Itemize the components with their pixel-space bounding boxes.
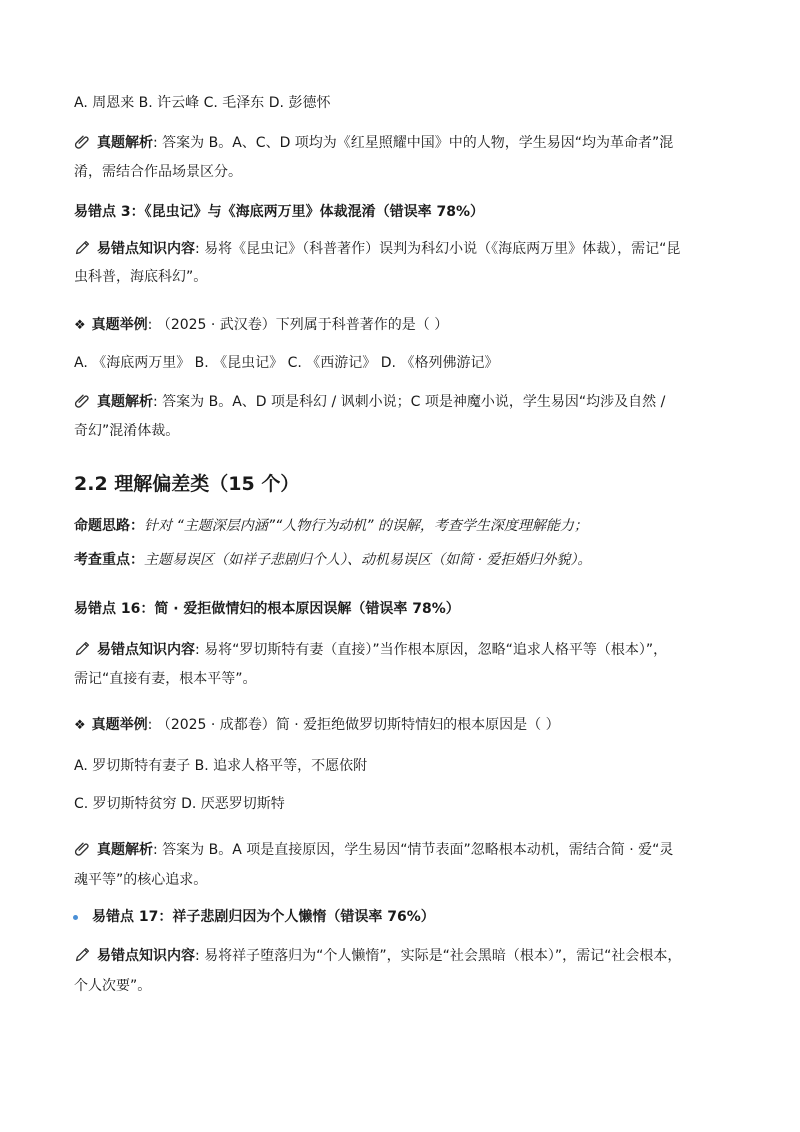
knowledge-line (74, 640, 740, 660)
section-heading: 2.2 理解偏差类（15 个） (74, 473, 300, 495)
knowledge-line-2: 虫科普，海底科幻”。 (74, 269, 208, 285)
knowledge-label: 易错点知识内容 (97, 948, 195, 964)
analysis-text: : 答案为 B。A、D 项是科幻 / 讽刺小说；C 项是神魔小说，学生易因“均涉及自然 / (153, 394, 666, 410)
analysis-line (74, 840, 740, 860)
knowledge-line (74, 946, 740, 966)
paperclip-icon (74, 392, 91, 409)
knowledge-label: 易错点知识内容 (97, 642, 195, 658)
knowledge-text: : 易将祥子堕落归为“个人懒惰”，实际是“社会黑暗（根本）”，需记“社会根本， (195, 948, 682, 964)
analysis-text: : 答案为 B。A 项是直接原因，学生易因“情节表面”忽略根本动机，需结合简 · 爱“灵 (153, 842, 674, 858)
options-line: C. 罗切斯特贫穷 D. 厌恶罗切斯特 (74, 796, 285, 812)
proposition-label: 命题思路： (74, 518, 144, 534)
focus-line (74, 550, 740, 570)
knowledge-text: : 易将《昆虫记》（科普著作）误判为科幻小说（《海底两万里》体裁），需记“昆 (195, 241, 681, 257)
analysis-line-2: 淆，需结合作品场景区分。 (74, 164, 242, 180)
analysis-label: 真题解析 (97, 135, 153, 151)
error-point-title: 易错点 16：简 · 爱拒做情妇的根本原因误解（错误率 78%） (74, 601, 460, 617)
options-line: A. 罗切斯特有妻子 B. 追求人格平等，不愿依附 (74, 758, 368, 774)
analysis-line-2: 魂平等”的核心追求。 (74, 872, 208, 888)
paperclip-icon (74, 840, 91, 857)
analysis-label: 真题解析 (97, 842, 153, 858)
knowledge-line-2: 需记“直接有妻，根本平等”。 (74, 671, 257, 687)
focus-label: 考查重点： (74, 552, 144, 568)
analysis-label: 真题解析 (97, 394, 153, 410)
example-text: : （2025 · 武汉卷）下列属于科普著作的是（ ） (147, 317, 449, 333)
paperclip-icon (74, 133, 91, 150)
diamond-icon: ❖ (74, 718, 86, 733)
example-line (74, 315, 740, 336)
diamond-icon: ❖ (74, 318, 86, 333)
options-line: A. 周恩来 B. 许云峰 C. 毛泽东 D. 彭德怀 (74, 95, 331, 111)
example-label: 真题举例 (91, 317, 148, 333)
analysis-line (74, 133, 740, 153)
error-point-title: 易错点 3：《昆虫记》与《海底两万里》体裁混淆（错误率 78%） (74, 204, 484, 220)
options-line: A. 《海底两万里》 B. 《昆虫记》 C. 《西游记》 D. 《格列佛游记》 (74, 355, 499, 371)
example-label: 真题举例 (91, 717, 148, 733)
knowledge-line-2: 个人次要”。 (74, 978, 152, 994)
analysis-text: : 答案为 B。A、C、D 项均为《红星照耀中国》中的人物，学生易因“均为革命者”混 (153, 135, 674, 151)
bullet-icon (73, 915, 78, 920)
error-point-title: 易错点 17：祥子悲剧归因为个人懒惰（错误率 76%） (92, 909, 435, 925)
example-line (74, 715, 740, 736)
pencil-icon (74, 946, 91, 963)
proposition-line (74, 516, 740, 536)
pencil-icon (74, 239, 91, 256)
proposition-text: 针对 “主题深层内涵”“人物行为动机” 的误解，考查学生深度理解能力； (144, 518, 588, 534)
knowledge-line (74, 239, 740, 259)
pencil-icon (74, 640, 91, 657)
knowledge-text: : 易将“罗切斯特有妻（直接）”当作根本原因，忽略“追求人格平等（根本）”， (195, 642, 668, 658)
example-text: : （2025 · 成都卷）简 · 爱拒绝做罗切斯特情妇的根本原因是（ ） (147, 717, 560, 733)
analysis-line-2: 奇幻”混淆体裁。 (74, 423, 180, 439)
knowledge-label: 易错点知识内容 (97, 241, 195, 257)
focus-text: 主题易误区（如祥子悲剧归个人）、动机易误区（如简 · 爱拒婚归外貌）。 (144, 552, 592, 568)
analysis-line (74, 392, 740, 412)
